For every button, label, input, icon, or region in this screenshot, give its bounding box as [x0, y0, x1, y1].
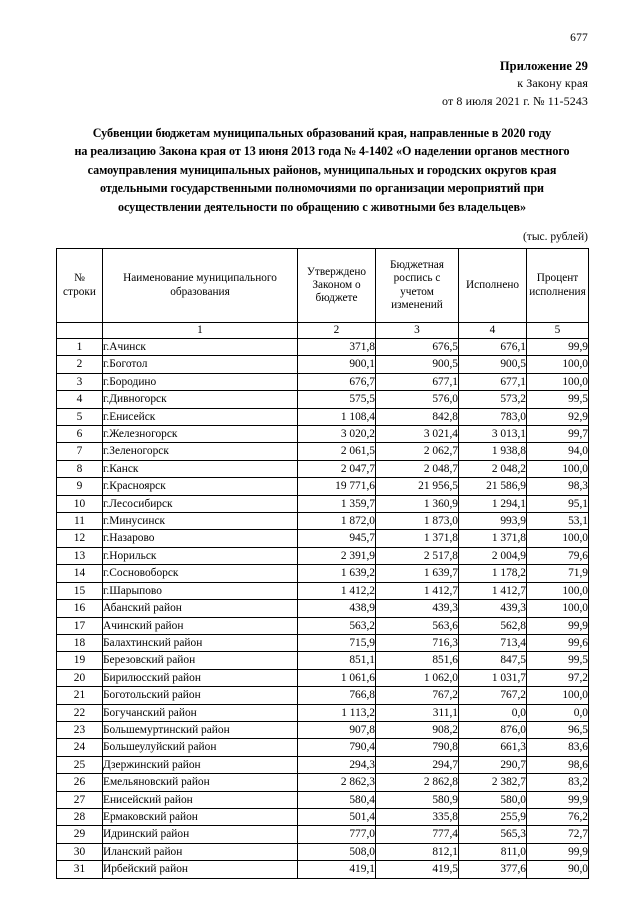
- municipality-name-cell: г.Канск: [103, 460, 298, 477]
- approved-amount-cell: 790,4: [298, 739, 376, 756]
- table-row: [57, 391, 589, 408]
- row-number-cell: 23: [57, 721, 103, 738]
- approved-amount-cell: 371,8: [298, 339, 376, 356]
- municipality-name-cell: г.Железногорск: [103, 426, 298, 443]
- executed-amount-cell: 439,3: [459, 600, 527, 617]
- table-row: [57, 634, 589, 651]
- row-number-cell: 7: [57, 443, 103, 460]
- table-body: [57, 339, 589, 879]
- executed-amount-cell: 1 031,7: [459, 669, 527, 686]
- row-number-cell: 1: [57, 339, 103, 356]
- header-line: изменений: [391, 298, 443, 311]
- executed-amount-cell: 783,0: [459, 408, 527, 425]
- column-number-row: [57, 323, 589, 339]
- column-header-approved-by-budget-law: [298, 249, 376, 323]
- percent-executed-cell: 79,6: [527, 547, 589, 564]
- municipality-name-cell: Ирбейский район: [103, 861, 298, 878]
- budget-schedule-cell: 576,0: [376, 391, 459, 408]
- table-row: [57, 582, 589, 599]
- budget-schedule-cell: 1 412,7: [376, 582, 459, 599]
- table-row: [57, 530, 589, 547]
- executed-amount-cell: 1 294,1: [459, 495, 527, 512]
- percent-executed-cell: 100,0: [527, 460, 589, 477]
- budget-schedule-cell: 777,4: [376, 826, 459, 843]
- budget-schedule-cell: 563,6: [376, 617, 459, 634]
- row-number-cell: 17: [57, 617, 103, 634]
- approved-amount-cell: 2 391,9: [298, 547, 376, 564]
- header-line: Бюджетная: [390, 258, 444, 271]
- column-number-cell: 4: [459, 323, 527, 339]
- budget-schedule-cell: 767,2: [376, 687, 459, 704]
- executed-amount-cell: 21 586,9: [459, 478, 527, 495]
- percent-executed-cell: 94,0: [527, 443, 589, 460]
- approved-amount-cell: 2 047,7: [298, 460, 376, 477]
- approved-amount-cell: 851,1: [298, 652, 376, 669]
- municipality-name-cell: г.Лесосибирск: [103, 495, 298, 512]
- approved-amount-cell: 508,0: [298, 843, 376, 860]
- percent-executed-cell: 83,6: [527, 739, 589, 756]
- approved-amount-cell: 575,5: [298, 391, 376, 408]
- header-line: роспись с: [393, 272, 441, 285]
- table-row: [57, 704, 589, 721]
- approved-amount-cell: 19 771,6: [298, 478, 376, 495]
- row-number-cell: 21: [57, 687, 103, 704]
- percent-executed-cell: 99,5: [527, 652, 589, 669]
- executed-amount-cell: 676,1: [459, 339, 527, 356]
- municipality-name-cell: Богучанский район: [103, 704, 298, 721]
- municipality-name-cell: г.Назарово: [103, 530, 298, 547]
- percent-executed-cell: 100,0: [527, 530, 589, 547]
- header-line: учетом: [400, 285, 434, 298]
- row-number-cell: 16: [57, 600, 103, 617]
- percent-executed-cell: 90,0: [527, 861, 589, 878]
- executed-amount-cell: 3 013,1: [459, 426, 527, 443]
- municipality-name-cell: г.Зеленогорск: [103, 443, 298, 460]
- approved-amount-cell: 900,1: [298, 356, 376, 373]
- approved-amount-cell: 1 412,2: [298, 582, 376, 599]
- municipality-name-cell: Березовский район: [103, 652, 298, 669]
- budget-schedule-cell: 2 517,8: [376, 547, 459, 564]
- budget-schedule-cell: 2 062,7: [376, 443, 459, 460]
- row-number-cell: 6: [57, 426, 103, 443]
- percent-executed-cell: 53,1: [527, 513, 589, 530]
- municipality-name-cell: г.Дивногорск: [103, 391, 298, 408]
- row-number-cell: 20: [57, 669, 103, 686]
- municipality-name-cell: Дзержинский район: [103, 756, 298, 773]
- municipality-name-cell: Бирилюсский район: [103, 669, 298, 686]
- budget-schedule-cell: 311,1: [376, 704, 459, 721]
- percent-executed-cell: 97,2: [527, 669, 589, 686]
- municipality-name-cell: Ермаковский район: [103, 808, 298, 825]
- executed-amount-cell: 1 371,8: [459, 530, 527, 547]
- budget-schedule-cell: 2 862,8: [376, 774, 459, 791]
- budget-schedule-cell: 1 371,8: [376, 530, 459, 547]
- approved-amount-cell: 1 359,7: [298, 495, 376, 512]
- executed-amount-cell: 290,7: [459, 756, 527, 773]
- table-row: [57, 756, 589, 773]
- table-row: [57, 861, 589, 878]
- percent-executed-cell: 99,7: [527, 426, 589, 443]
- column-number-cell: 3: [376, 323, 459, 339]
- row-number-cell: 25: [57, 756, 103, 773]
- budget-schedule-cell: 900,5: [376, 356, 459, 373]
- approved-amount-cell: 1 113,2: [298, 704, 376, 721]
- law-reference-line-2: от 8 июля 2021 г. № 11-5243: [442, 93, 588, 108]
- executed-amount-cell: 562,8: [459, 617, 527, 634]
- table-row: [57, 600, 589, 617]
- table-row: [57, 373, 589, 390]
- percent-executed-cell: 99,9: [527, 843, 589, 860]
- header-line: Исполнено: [465, 278, 520, 291]
- executed-amount-cell: 1 412,7: [459, 582, 527, 599]
- executed-amount-cell: 377,6: [459, 861, 527, 878]
- municipality-name-cell: Енисейский район: [103, 791, 298, 808]
- table-row: [57, 826, 589, 843]
- executed-amount-cell: 0,0: [459, 704, 527, 721]
- row-number-cell: 14: [57, 565, 103, 582]
- budget-schedule-cell: 419,5: [376, 861, 459, 878]
- municipality-name-cell: Боготольский район: [103, 687, 298, 704]
- municipality-name-cell: г.Сосновоборск: [103, 565, 298, 582]
- row-number-cell: 10: [57, 495, 103, 512]
- row-number-cell: 5: [57, 408, 103, 425]
- row-number-cell: 29: [57, 826, 103, 843]
- table-row: [57, 460, 589, 477]
- percent-executed-cell: 0,0: [527, 704, 589, 721]
- approved-amount-cell: 294,3: [298, 756, 376, 773]
- municipality-name-cell: Иланский район: [103, 843, 298, 860]
- row-number-cell: 11: [57, 513, 103, 530]
- budget-schedule-cell: 439,3: [376, 600, 459, 617]
- percent-executed-cell: 100,0: [527, 687, 589, 704]
- approved-amount-cell: 419,1: [298, 861, 376, 878]
- row-number-cell: 28: [57, 808, 103, 825]
- table-row: [57, 843, 589, 860]
- table-row: [57, 791, 589, 808]
- row-number-cell: 15: [57, 582, 103, 599]
- table-row: [57, 443, 589, 460]
- header-line: Процент: [536, 272, 579, 285]
- row-number-cell: 26: [57, 774, 103, 791]
- percent-executed-cell: 72,7: [527, 826, 589, 843]
- approved-amount-cell: 945,7: [298, 530, 376, 547]
- row-number-cell: 13: [57, 547, 103, 564]
- executed-amount-cell: 1 178,2: [459, 565, 527, 582]
- column-header-percent-executed: [527, 249, 589, 323]
- approved-amount-cell: 777,0: [298, 826, 376, 843]
- municipality-name-cell: Идринский район: [103, 826, 298, 843]
- municipality-name-cell: Ачинский район: [103, 617, 298, 634]
- row-number-cell: 4: [57, 391, 103, 408]
- executed-amount-cell: 900,5: [459, 356, 527, 373]
- percent-executed-cell: 100,0: [527, 356, 589, 373]
- percent-executed-cell: 96,5: [527, 721, 589, 738]
- row-number-cell: 31: [57, 861, 103, 878]
- executed-amount-cell: 677,1: [459, 373, 527, 390]
- approved-amount-cell: 907,8: [298, 721, 376, 738]
- approved-amount-cell: 2 061,5: [298, 443, 376, 460]
- table-row: [57, 426, 589, 443]
- percent-executed-cell: 100,0: [527, 373, 589, 390]
- municipality-name-cell: Абанский район: [103, 600, 298, 617]
- table-row: [57, 339, 589, 356]
- column-header-budget-schedule: [376, 249, 459, 323]
- column-number-cell: 2: [298, 323, 376, 339]
- title-line-5: осуществлении деятельности по обращению с животными без владельцев»: [118, 199, 526, 214]
- table-row: [57, 721, 589, 738]
- approved-amount-cell: 766,8: [298, 687, 376, 704]
- subventions-table: [56, 248, 589, 879]
- municipality-name-cell: Емельяновский район: [103, 774, 298, 791]
- percent-executed-cell: 99,9: [527, 617, 589, 634]
- table-row: [57, 687, 589, 704]
- table-head: [57, 249, 589, 339]
- header-line: Наименование муниципального: [123, 272, 277, 285]
- table-row: [57, 495, 589, 512]
- executed-amount-cell: 713,4: [459, 634, 527, 651]
- row-number-cell: 8: [57, 460, 103, 477]
- title-line-3: самоуправления муниципальных районов, муниципальных и городских округов края: [87, 162, 557, 177]
- municipality-name-cell: г.Енисейск: [103, 408, 298, 425]
- table-row: [57, 356, 589, 373]
- municipality-name-cell: Большеулуйский район: [103, 739, 298, 756]
- percent-executed-cell: 99,5: [527, 391, 589, 408]
- approved-amount-cell: 3 020,2: [298, 426, 376, 443]
- budget-schedule-cell: 1 360,9: [376, 495, 459, 512]
- percent-executed-cell: 100,0: [527, 600, 589, 617]
- executed-amount-cell: 876,0: [459, 721, 527, 738]
- header-line: исполнения: [529, 285, 586, 298]
- municipality-name-cell: г.Норильск: [103, 547, 298, 564]
- approved-amount-cell: 438,9: [298, 600, 376, 617]
- approved-amount-cell: 715,9: [298, 634, 376, 651]
- executed-amount-cell: 580,0: [459, 791, 527, 808]
- percent-executed-cell: 76,2: [527, 808, 589, 825]
- page-title: [52, 124, 592, 216]
- table-row: [57, 617, 589, 634]
- row-number-cell: 18: [57, 634, 103, 651]
- budget-schedule-cell: 842,8: [376, 408, 459, 425]
- header-line: Законом о: [312, 278, 361, 291]
- municipality-name-cell: г.Бородино: [103, 373, 298, 390]
- executed-amount-cell: 847,5: [459, 652, 527, 669]
- table-row: [57, 478, 589, 495]
- law-reference-line-1: к Закону края: [517, 76, 588, 91]
- executed-amount-cell: 1 938,8: [459, 443, 527, 460]
- title-line-2: на реализацию Закона края от 13 июня 2013 года № 4-1402 «О наделении органов местного: [74, 144, 570, 159]
- percent-executed-cell: 100,0: [527, 582, 589, 599]
- executed-amount-cell: 573,2: [459, 391, 527, 408]
- percent-executed-cell: 99,6: [527, 634, 589, 651]
- budget-schedule-cell: 1 873,0: [376, 513, 459, 530]
- title-line-4: отдельными государственными полномочиями по организации мероприятий при: [100, 181, 544, 196]
- budget-schedule-cell: 1 639,7: [376, 565, 459, 582]
- table-row: [57, 739, 589, 756]
- municipality-name-cell: г.Ачинск: [103, 339, 298, 356]
- row-number-cell: 24: [57, 739, 103, 756]
- header-line: образования: [170, 285, 230, 298]
- percent-executed-cell: 95,1: [527, 495, 589, 512]
- header-line: Утверждено: [306, 265, 367, 278]
- column-number-cell: 1: [103, 323, 298, 339]
- table-row: [57, 808, 589, 825]
- approved-amount-cell: 676,7: [298, 373, 376, 390]
- municipality-name-cell: Большемуртинский район: [103, 721, 298, 738]
- executed-amount-cell: 993,9: [459, 513, 527, 530]
- column-number-cell: 5: [527, 323, 589, 339]
- executed-amount-cell: 2 004,9: [459, 547, 527, 564]
- budget-schedule-cell: 851,6: [376, 652, 459, 669]
- executed-amount-cell: 767,2: [459, 687, 527, 704]
- title-line-1: Субвенции бюджетам муниципальных образований края, направленные в 2020 году: [92, 126, 552, 140]
- row-number-cell: 12: [57, 530, 103, 547]
- table-row: [57, 547, 589, 564]
- executed-amount-cell: 2 382,7: [459, 774, 527, 791]
- percent-executed-cell: 83,2: [527, 774, 589, 791]
- page-number: 677: [570, 32, 588, 44]
- approved-amount-cell: 563,2: [298, 617, 376, 634]
- row-number-cell: 30: [57, 843, 103, 860]
- approved-amount-cell: 1 061,6: [298, 669, 376, 686]
- column-number-cell: [57, 323, 103, 339]
- municipality-name-cell: г.Минусинск: [103, 513, 298, 530]
- budget-schedule-cell: 335,8: [376, 808, 459, 825]
- approved-amount-cell: 2 862,3: [298, 774, 376, 791]
- approved-amount-cell: 580,4: [298, 791, 376, 808]
- percent-executed-cell: 98,3: [527, 478, 589, 495]
- percent-executed-cell: 99,9: [527, 791, 589, 808]
- table-row: [57, 652, 589, 669]
- municipality-name-cell: г.Красноярск: [103, 478, 298, 495]
- percent-executed-cell: 99,9: [527, 339, 589, 356]
- header-line: бюджете: [315, 292, 358, 305]
- table-header-row: [57, 249, 589, 323]
- budget-schedule-cell: 677,1: [376, 373, 459, 390]
- municipality-name-cell: г.Шарыпово: [103, 582, 298, 599]
- budget-schedule-cell: 294,7: [376, 756, 459, 773]
- table-row: [57, 513, 589, 530]
- budget-schedule-cell: 580,9: [376, 791, 459, 808]
- table-row: [57, 408, 589, 425]
- table-row: [57, 565, 589, 582]
- budget-schedule-cell: 21 956,5: [376, 478, 459, 495]
- row-number-cell: 19: [57, 652, 103, 669]
- approved-amount-cell: 501,4: [298, 808, 376, 825]
- budget-schedule-cell: 3 021,4: [376, 426, 459, 443]
- executed-amount-cell: 2 048,2: [459, 460, 527, 477]
- row-number-cell: 9: [57, 478, 103, 495]
- municipality-name-cell: г.Боготол: [103, 356, 298, 373]
- header-line: строки: [63, 285, 96, 298]
- municipality-name-cell: Балахтинский район: [103, 634, 298, 651]
- approved-amount-cell: 1 872,0: [298, 513, 376, 530]
- row-number-cell: 27: [57, 791, 103, 808]
- column-header-municipality-name: [103, 249, 298, 323]
- executed-amount-cell: 661,3: [459, 739, 527, 756]
- budget-schedule-cell: 676,5: [376, 339, 459, 356]
- executed-amount-cell: 811,0: [459, 843, 527, 860]
- budget-schedule-cell: 908,2: [376, 721, 459, 738]
- column-header-row-number: [57, 249, 103, 323]
- appendix-header: [0, 57, 588, 110]
- column-header-executed: [459, 249, 527, 323]
- table-row: [57, 774, 589, 791]
- budget-schedule-cell: 716,3: [376, 634, 459, 651]
- percent-executed-cell: 92,9: [527, 408, 589, 425]
- appendix-label: Приложение 29: [499, 59, 588, 73]
- units-note: (тыс. рублей): [522, 231, 588, 243]
- row-number-cell: 22: [57, 704, 103, 721]
- approved-amount-cell: 1 108,4: [298, 408, 376, 425]
- table-row: [57, 669, 589, 686]
- percent-executed-cell: 98,6: [527, 756, 589, 773]
- executed-amount-cell: 255,9: [459, 808, 527, 825]
- row-number-cell: 3: [57, 373, 103, 390]
- budget-schedule-cell: 1 062,0: [376, 669, 459, 686]
- header-line: №: [74, 272, 85, 285]
- budget-schedule-cell: 2 048,7: [376, 460, 459, 477]
- budget-schedule-cell: 790,8: [376, 739, 459, 756]
- approved-amount-cell: 1 639,2: [298, 565, 376, 582]
- row-number-cell: 2: [57, 356, 103, 373]
- percent-executed-cell: 71,9: [527, 565, 589, 582]
- budget-schedule-cell: 812,1: [376, 843, 459, 860]
- executed-amount-cell: 565,3: [459, 826, 527, 843]
- subventions-table-container: [56, 248, 588, 879]
